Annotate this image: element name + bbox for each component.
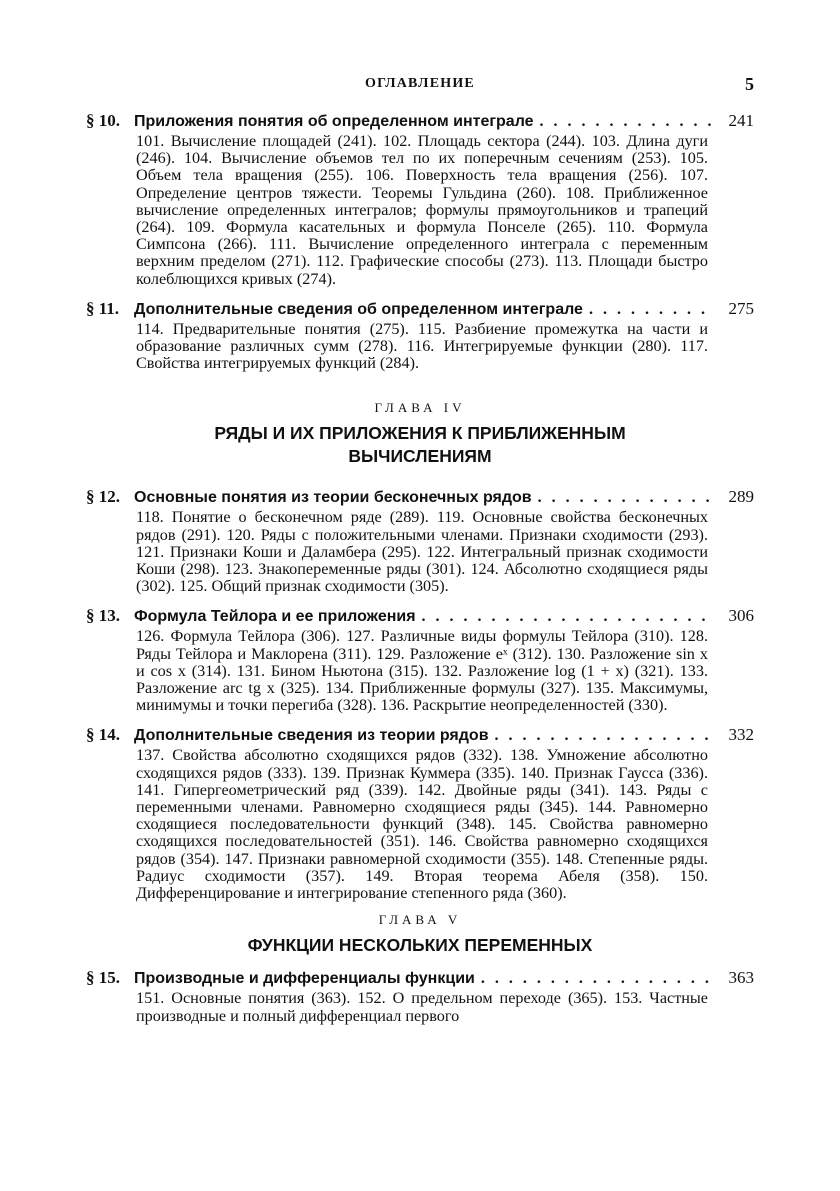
dot-leader <box>481 968 714 990</box>
section-page: 363 <box>728 968 754 988</box>
dot-leader <box>538 487 714 509</box>
toc-section <box>86 298 754 373</box>
chapter-label: ГЛАВА IV <box>374 400 466 416</box>
table-of-contents <box>86 110 754 1035</box>
toc-section <box>86 724 754 902</box>
dot-leader <box>540 111 714 133</box>
running-head <box>0 74 840 96</box>
section-title: Дополнительные сведения из теории рядов <box>134 727 489 745</box>
section-number: § 13. <box>86 606 120 626</box>
section-title: Основные понятия из теории бесконечных рядов <box>134 489 532 507</box>
toc-section <box>86 967 754 1024</box>
section-page: 332 <box>728 725 754 745</box>
section-number: § 14. <box>86 725 120 745</box>
section-title: Производные и дифференциалы функции <box>134 970 475 988</box>
dot-leader <box>495 725 714 747</box>
chapter-title-line: ФУНКЦИИ НЕСКОЛЬКИХ ПЕРЕМЕННЫХ <box>247 935 593 956</box>
toc-section <box>86 110 754 288</box>
section-contents: 114. Предварительные понятия (275). 115. Разбиение промежутка на части и образование различных сумм (278). 116. Интегрируемые функции (280). 117. Свойства интегрируемых функций (284). <box>136 319 708 373</box>
section-page: 289 <box>728 487 754 507</box>
dot-leader <box>422 606 714 628</box>
section-contents: 151. Основные понятия (363). 152. О предельном переходе (365). 153. Частные производные и полный дифференциал первого <box>136 989 708 1025</box>
section-page: 275 <box>728 298 754 318</box>
chapter-title-line: ВЫЧИСЛЕНИЯМ <box>348 446 492 467</box>
toc-section-heading <box>86 486 754 509</box>
toc-section-heading <box>86 724 754 747</box>
section-title: Приложения понятия об определенном интеграле <box>134 113 534 130</box>
toc-section-heading <box>86 605 754 628</box>
section-contents: 118. Понятие о бесконечном ряде (289). 119. Основные свойства бесконечных рядов (291). 120. Ряды с положительными членами. Признаки сходимости (293). 121. Признаки Коши и Даламбера (295). 122. Интегральный признак сходимости Коши (298). 123. Знакопеременные ряды (301). 124. Абсолютно сходящиеся ряды (302). 125. Общий признак сходимости (305). <box>136 508 708 596</box>
running-title: ОГЛАВЛЕНИЕ <box>365 76 475 91</box>
toc-section-heading <box>86 298 754 321</box>
section-page: 241 <box>728 111 754 130</box>
section-contents: 101. Вычисление площадей (241). 102. Площадь сектора (244). 103. Длина дуги (246). 104. Вычисление объемов тел по их поперечным сечениям (253). 105. Объем тела вращения (255). 106. Поверхность тела вращения (256). 107. Определение центров тяжести. Теоремы Гульдина (260). 108. Приближенное вычисление определенных интегралов; формулы прямоугольников и трапеций (264). 109. Формула касательных и формула Понселе (265). 110. Формула Симпсона (266). 111. Вычисление определенного интеграла с переменным верхним пределом (271). 112. Графические способы (273). 113. Площади быстро колеблющихся кривых (274). <box>136 132 708 288</box>
section-number: § 12. <box>86 487 120 507</box>
toc-section-heading <box>86 967 754 990</box>
toc-section <box>86 486 754 595</box>
dot-leader <box>589 299 714 321</box>
chapter-heading <box>86 400 754 468</box>
section-title: Дополнительные сведения об определенном интеграле <box>134 300 583 318</box>
section-page: 306 <box>728 606 754 626</box>
section-contents: 137. Свойства абсолютно сходящихся рядов (332). 138. Умножение абсолютно сходящихся рядов (333). 139. Признак Куммера (335). 140. Признак Гаусса (336). 141. Гипергеометрический ряд (339). 142. Двойные ряды (341). 143. Ряды с переменными членами. Равномерно сходящиеся ряды (345). 144. Равномерно сходящиеся последовательности функций (348). 145. Свойства равномерно сходящихся последовательностей (351). 146. Свойства равномерно сходящихся рядов (354). 147. Признаки равномерной сходимости (355). 148. Степенные ряды. Радиус сходимости (357). 149. Вторая теорема Абеля (358). 150. Дифференцирование и интегрирование степенного ряда (360). <box>136 746 708 903</box>
toc-section <box>86 605 754 714</box>
section-contents: 126. Формула Тейлора (306). 127. Различные виды формулы Тейлора (310). 128. Ряды Тейлора и Маклорена (311). 129. Разложение eˣ (312). 130. Разложение sin x и cos x (314). 131. Бином Ньютона (315). 132. Разложение log (1 + x) (321). 133. Разложение arc tg x (325). 134. Приближенные формулы (327). 135. Максимумы, минимумы и точки перегиба (328). 136. Раскрытие неопределенностей (330). <box>136 627 708 715</box>
page-number: 5 <box>745 74 754 94</box>
section-number: § 10. <box>86 111 120 130</box>
toc-section-heading <box>86 110 754 133</box>
chapter-label: ГЛАВА V <box>378 912 462 928</box>
chapter-title-line: РЯДЫ И ИХ ПРИЛОЖЕНИЯ К ПРИБЛИЖЕННЫМ <box>214 423 626 444</box>
chapter-heading <box>86 912 754 957</box>
section-title: Формула Тейлора и ее приложения <box>134 608 416 626</box>
section-number: § 11. <box>86 298 120 318</box>
section-number: § 15. <box>86 968 120 988</box>
